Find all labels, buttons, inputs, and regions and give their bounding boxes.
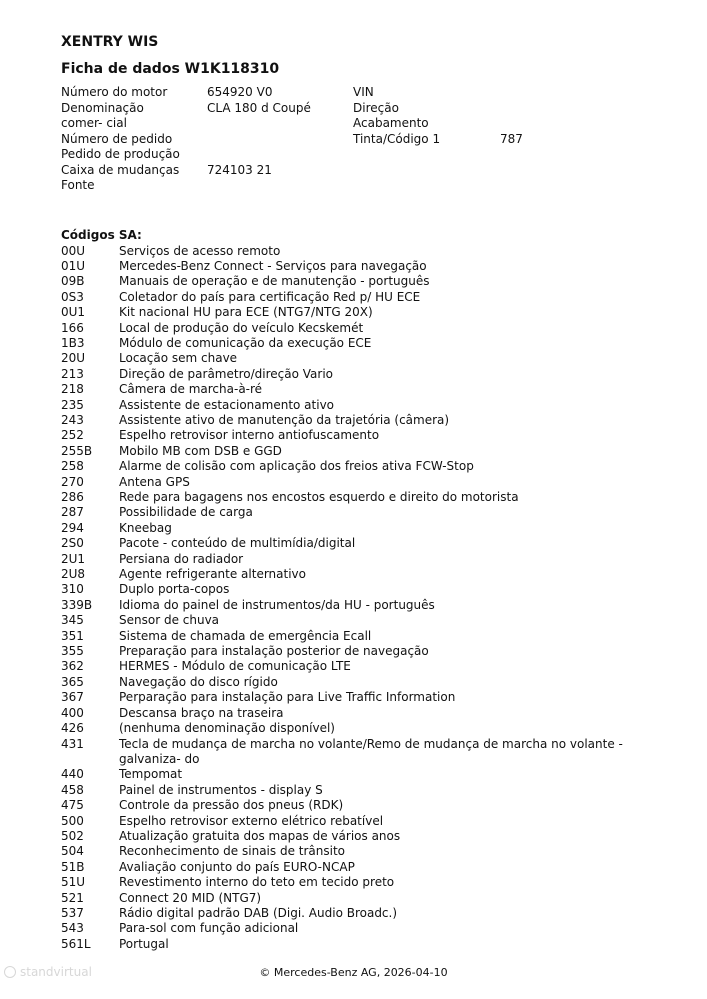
order-number-label: Número de pedido <box>61 131 173 146</box>
sa-description: Perparação para instalação para Live Traffic Information <box>119 690 456 705</box>
sa-code: 218 <box>61 382 84 397</box>
sa-description: Rede para bagagens nos encostos esquerdo e direito do motorista <box>119 490 519 504</box>
sa-code: 458 <box>61 782 84 797</box>
sa-code-row <box>61 459 661 474</box>
sa-description: Portugal <box>119 936 169 951</box>
sa-code-row <box>61 737 661 768</box>
sa-code: 2U1 <box>61 551 86 566</box>
sa-code: 537 <box>61 905 84 920</box>
sa-code-row <box>61 444 661 459</box>
paint-value: 787 <box>500 131 523 146</box>
sa-code-row <box>61 259 661 274</box>
sa-code-row <box>61 798 661 813</box>
sa-code: 255B <box>61 443 93 458</box>
sa-code-row <box>61 290 661 305</box>
steering-label: Direção <box>353 100 399 115</box>
sa-code-row <box>61 552 661 567</box>
sa-code: 362 <box>61 659 84 674</box>
sa-code-row <box>61 305 661 320</box>
sa-code-row <box>61 767 661 782</box>
sa-code: 252 <box>61 428 84 443</box>
sa-description: Duplo porta-copos <box>119 582 230 597</box>
sa-description: Painel de instrumentos - display S <box>119 782 323 797</box>
sa-description: Mobilo MB com DSB e GGD <box>119 443 282 458</box>
sa-code-row <box>61 629 661 644</box>
sa-code: 339B <box>61 597 93 612</box>
sa-description: Revestimento interno do teto em tecido preto <box>119 875 395 890</box>
sa-code: 235 <box>61 397 84 412</box>
sa-code: 500 <box>61 813 84 828</box>
sa-code: 521 <box>61 890 84 905</box>
sa-code-row <box>61 675 661 690</box>
sa-code: 561L <box>61 936 91 951</box>
sa-code-row <box>61 875 661 890</box>
sa-code-row <box>61 814 661 829</box>
sa-code-row <box>61 860 661 875</box>
sa-codes-heading: Códigos SA: <box>61 228 142 242</box>
sa-description: Atualização gratuita dos mapas de vários anos <box>119 828 401 843</box>
sa-description: Manuais de operação e de manutenção - português <box>119 274 430 289</box>
engine-number-label: Número do motor <box>61 85 168 99</box>
app-title: XENTRY WIS <box>61 34 159 50</box>
sa-description: Rádio digital padrão DAB (Digi. Audio Broadc.) <box>119 905 398 920</box>
sa-code-row <box>61 844 661 859</box>
sa-code: 0S3 <box>61 289 84 304</box>
sa-description: Câmera de marcha-à-ré <box>119 382 263 397</box>
sa-code-row <box>61 567 661 582</box>
sa-code: 287 <box>61 505 84 520</box>
sa-code-row <box>61 490 661 505</box>
sa-code-row <box>61 382 661 397</box>
engine-number-value: 654920 V0 <box>207 85 273 99</box>
sa-description: Descansa braço na traseira <box>119 705 284 720</box>
sa-code-row <box>61 244 661 259</box>
sa-code: 355 <box>61 644 84 659</box>
sa-description: Preparação para instalação posterior de navegação <box>119 644 429 659</box>
sa-description: Para-sol com função adicional <box>119 921 299 936</box>
sa-description: Reconhecimento de sinais de trânsito <box>119 844 345 859</box>
gearbox-value: 724103 21 <box>207 162 272 177</box>
sa-description: Tempomat <box>119 767 183 782</box>
sa-code-row <box>61 721 661 736</box>
sa-code-row <box>61 398 661 413</box>
sa-code: 504 <box>61 844 84 859</box>
sa-description: Connect 20 MID (NTG7) <box>119 890 262 905</box>
sa-code: 431 <box>61 736 84 751</box>
sa-description: Assistente de estacionamento ativo <box>119 397 335 412</box>
sa-description: Antena GPS <box>119 474 190 489</box>
sa-code: 365 <box>61 674 84 689</box>
paint-label: Tinta/Código 1 <box>353 131 441 146</box>
sa-code-row <box>61 413 661 428</box>
sa-code-row <box>61 582 661 597</box>
sa-description: HERMES - Módulo de comunicação LTE <box>119 659 351 674</box>
sa-code: 1B3 <box>61 335 85 350</box>
sa-code: 0U1 <box>61 305 86 320</box>
sa-description: Avaliação conjunto do país EURO-NCAP <box>119 859 355 874</box>
sa-description: Kit nacional HU para ECE (NTG7/NTG 20X) <box>119 305 373 320</box>
sa-code: 2S0 <box>61 536 84 551</box>
sa-code-row <box>61 598 661 613</box>
sa-code: 09B <box>61 274 85 289</box>
sa-description: Módulo de comunicação da execução ECE <box>119 335 372 350</box>
sa-code-row <box>61 891 661 906</box>
sa-description: Direção de parâmetro/direção Vario <box>119 366 333 381</box>
sa-description: Sensor de chuva <box>119 613 220 628</box>
sheet-title: Ficha de dados W1K118310 <box>61 61 280 77</box>
sa-code-row <box>61 659 661 674</box>
sa-code-row <box>61 783 661 798</box>
sa-code: 51B <box>61 859 85 874</box>
sa-description: Persiana do radiador <box>119 551 244 566</box>
source-label: Fonte <box>61 178 95 192</box>
sa-code: 294 <box>61 520 84 535</box>
sa-description: Kneebag <box>119 520 172 535</box>
watermark-text: standvirtual <box>20 965 92 979</box>
sa-code-row <box>61 906 661 921</box>
sa-code-row <box>61 690 661 705</box>
sa-code: 502 <box>61 828 84 843</box>
vin-label: VIN <box>353 85 374 99</box>
sa-code-row <box>61 428 661 443</box>
sa-code: 426 <box>61 721 84 736</box>
sa-description: Locação sem chave <box>119 351 238 366</box>
sa-code-row <box>61 613 661 628</box>
sa-code: 400 <box>61 705 84 720</box>
sa-description: Espelho retrovisor externo elétrico rebatível <box>119 813 384 828</box>
sa-code: 310 <box>61 582 84 597</box>
sa-code: 286 <box>61 490 84 504</box>
sa-codes-list <box>61 244 661 953</box>
sa-description: Sistema de chamada de emergência Ecall <box>119 628 372 643</box>
footer-copyright: © Mercedes-Benz AG, 2026-04-10 <box>259 966 448 979</box>
sa-description: Navegação do disco rígido <box>119 674 278 689</box>
sa-code-row <box>61 829 661 844</box>
sa-description: Espelho retrovisor interno antiofuscamento <box>119 428 380 443</box>
sa-description: Coletador do país para certificação Red p/ HU ECE <box>119 289 421 304</box>
sa-description: Possibilidade de carga <box>119 505 253 520</box>
sa-code: 243 <box>61 412 84 427</box>
model-value: CLA 180 d Coupé <box>207 100 311 115</box>
sa-description: (nenhuma denominação disponível) <box>119 721 335 736</box>
model-label: Denominação comer- cial <box>61 100 144 130</box>
finish-label: Acabamento <box>353 116 429 130</box>
sa-code: 440 <box>61 767 84 782</box>
sa-code: 213 <box>61 366 84 381</box>
sa-description: Pacote - conteúdo de multimídia/digital <box>119 536 356 551</box>
gearbox-label: Caixa de mudanças <box>61 162 180 177</box>
sa-description: Local de produção do veículo Kecskemét <box>119 320 364 335</box>
sa-code-row <box>61 536 661 551</box>
sa-code: 367 <box>61 690 84 705</box>
sa-code-row <box>61 937 661 952</box>
sa-description: Assistente ativo de manutenção da trajetória (câmera) <box>119 412 450 427</box>
sa-code-row <box>61 274 661 289</box>
sa-code: 543 <box>61 921 84 936</box>
sa-code-row <box>61 351 661 366</box>
sa-code-row <box>61 321 661 336</box>
sa-description: Serviços de acesso remoto <box>119 243 281 258</box>
sa-code: 00U <box>61 243 86 258</box>
sa-description: Controle da pressão dos pneus (RDK) <box>119 798 344 813</box>
sa-description: Tecla de mudança de marcha no volante/Remo de mudança de marcha no volante - galvaniza- do <box>119 736 623 766</box>
sa-code: 258 <box>61 459 84 474</box>
sa-description: Idioma do painel de instrumentos/da HU - português <box>119 597 435 612</box>
sa-code-row <box>61 921 661 936</box>
sa-description: Alarme de colisão com aplicação dos freios ativa FCW-Stop <box>119 459 474 474</box>
sa-description: Agente refrigerante alternativo <box>119 567 306 582</box>
sa-code: 51U <box>61 875 86 890</box>
sa-code: 270 <box>61 474 84 489</box>
production-order-label: Pedido de produção <box>61 147 180 161</box>
sa-code: 20U <box>61 351 86 366</box>
sa-code: 166 <box>61 320 84 335</box>
sa-code: 2U8 <box>61 567 86 582</box>
sa-code-row <box>61 706 661 721</box>
sa-code-row <box>61 505 661 520</box>
sa-code: 01U <box>61 258 86 273</box>
sa-code-row <box>61 644 661 659</box>
sa-description: Mercedes-Benz Connect - Serviços para navegação <box>119 258 427 273</box>
sa-code-row <box>61 521 661 536</box>
sa-code: 475 <box>61 798 84 813</box>
sa-code-row <box>61 367 661 382</box>
sa-code: 345 <box>61 613 84 628</box>
sa-code-row <box>61 336 661 351</box>
sa-code-row <box>61 475 661 490</box>
sa-code: 351 <box>61 628 84 643</box>
